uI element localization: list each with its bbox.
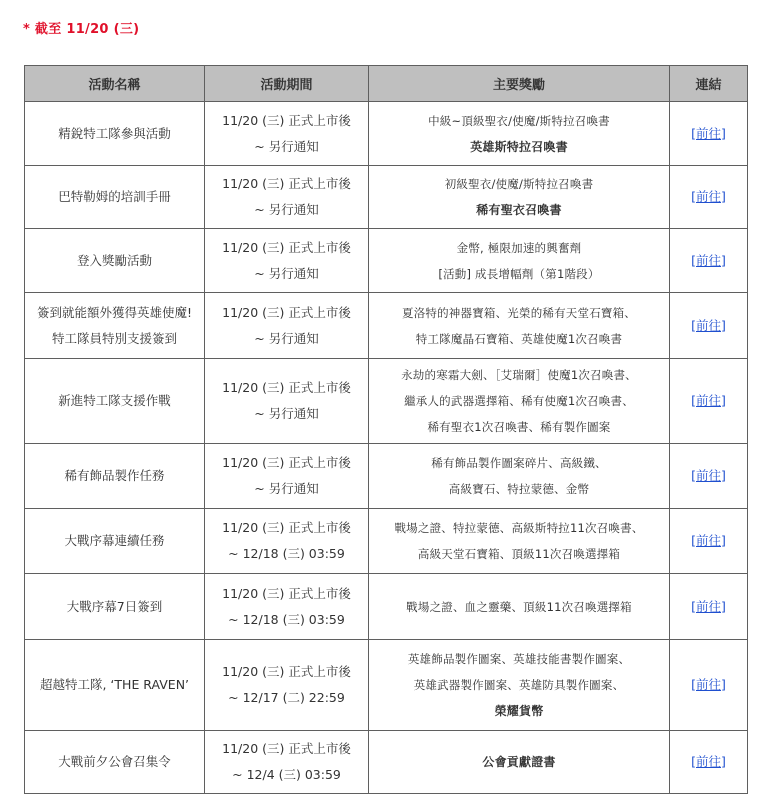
- event-period-cell: [205, 102, 369, 166]
- go-link[interactable]: [前往]: [691, 189, 726, 204]
- featured-reward: 英雄斯特拉召喚書: [470, 139, 568, 154]
- reward-line: 初級聖衣/使魔/斯特拉召喚書: [444, 177, 594, 191]
- event-period: 11/20 (三) 正式上市後: [222, 520, 351, 535]
- event-link-cell: [670, 359, 748, 444]
- event-name: 特工隊員特別支援簽到: [51, 330, 177, 346]
- event-period: 11/20 (三) 正式上市後: [222, 112, 351, 128]
- reward-line: 戰場之證、特拉蒙德、高級斯特拉11次召喚書、: [394, 521, 644, 535]
- reward-line: 中級~頂級聖衣/使魔/斯特拉召喚書: [428, 113, 610, 128]
- event-name-cell: [25, 509, 205, 574]
- event-period: 11/20 (三) 正式上市後: [222, 304, 351, 320]
- event-name-cell: [25, 359, 205, 444]
- go-link[interactable]: [前往]: [691, 393, 726, 408]
- event-period: ~ 12/17 (二) 22:59: [228, 690, 345, 705]
- event-period-cell: [205, 359, 369, 444]
- event-name: 大戰序幕7日簽到: [66, 598, 163, 614]
- event-name-cell: [25, 293, 205, 359]
- event-period: ~ 12/18 (三) 03:59: [228, 546, 345, 561]
- go-link[interactable]: [前往]: [691, 317, 726, 333]
- reward-line: 稀有聖衣1次召喚書、稀有製作圖案: [427, 420, 611, 434]
- go-link[interactable]: [前往]: [691, 754, 726, 769]
- reward-line: 金幣, 極限加速的興奮劑: [456, 240, 582, 255]
- event-period-cell: [205, 229, 369, 293]
- event-name: 新進特工隊支援作戰: [58, 393, 171, 408]
- go-link[interactable]: [前往]: [691, 598, 726, 614]
- event-rewards-cell: [369, 574, 670, 640]
- event-period-cell: [205, 640, 369, 731]
- featured-reward: 稀有聖衣召喚書: [476, 203, 562, 217]
- events-table: [24, 65, 748, 794]
- event-rewards-cell: [369, 444, 670, 509]
- event-period: 11/20 (三) 正式上市後: [222, 176, 351, 191]
- reward-line: 繼承人的武器選擇箱、稀有使魔1次召喚書、: [404, 394, 634, 408]
- reward-line: 高級寶石、特拉蒙德、金幣: [448, 482, 590, 496]
- reward-line: 永劫的寒霜大劍、［艾瑞爾］使魔1次召喚書、: [401, 368, 637, 382]
- event-period-cell: [205, 444, 369, 509]
- event-rewards-cell: [369, 102, 670, 166]
- table-row: [25, 359, 748, 444]
- go-link[interactable]: [前往]: [691, 533, 726, 548]
- reward-line: 英雄飾品製作圖案、英雄技能書製作圖案、: [407, 652, 631, 666]
- reward-line: 稀有飾品製作圖案碎片、高級鐵、: [431, 456, 607, 470]
- event-rewards-cell: [369, 293, 670, 359]
- reward-line: 特工隊魔晶石寶箱、英雄使魔1次召喚書: [415, 331, 623, 346]
- event-link-cell: [670, 293, 748, 359]
- event-link-cell: [670, 444, 748, 509]
- reward-line: 高級天堂石寶箱、頂級11次召喚選擇箱: [417, 547, 621, 561]
- event-link-cell: [670, 102, 748, 166]
- table-row: [25, 509, 748, 574]
- event-name: 巴特勒姆的培訓手冊: [58, 189, 171, 204]
- reward-line: 夏洛特的神器寶箱、光榮的稀有天堂石寶箱、: [402, 305, 636, 320]
- go-link[interactable]: [前往]: [691, 252, 726, 268]
- event-name-cell: [25, 444, 205, 509]
- cutoff-note: * 截至 11/20 (三): [23, 22, 140, 37]
- event-name: 登入獎勵活動: [76, 252, 152, 268]
- table-row: [25, 102, 748, 166]
- event-link-cell: [670, 574, 748, 640]
- featured-reward: 榮耀貨幣: [494, 704, 544, 718]
- event-name: 稀有飾品製作任務: [64, 468, 165, 483]
- event-period-cell: [205, 166, 369, 229]
- event-period: 11/20 (三) 正式上市後: [222, 664, 351, 679]
- table-row: [25, 293, 748, 359]
- event-name-cell: [25, 574, 205, 640]
- event-name-cell: [25, 731, 205, 794]
- event-rewards-cell: [369, 731, 670, 794]
- event-period: ~ 另行通知: [254, 481, 319, 496]
- event-period: 11/20 (三) 正式上市後: [222, 239, 351, 255]
- event-period: ~ 12/4 (三) 03:59: [232, 767, 341, 782]
- event-period-cell: [205, 731, 369, 794]
- event-link-cell: [670, 229, 748, 293]
- table-row: [25, 444, 748, 509]
- event-period: 11/20 (三) 正式上市後: [222, 585, 351, 601]
- event-rewards-cell: [369, 166, 670, 229]
- event-name-cell: [25, 102, 205, 166]
- reward-line: 英雄武器製作圖案、英雄防具製作圖案、: [413, 678, 625, 692]
- table-row: [25, 731, 748, 794]
- event-period: ~ 另行通知: [254, 202, 319, 217]
- event-period: 11/20 (三) 正式上市後: [222, 455, 351, 470]
- event-name: 簽到就能額外獲得英雄使魔!: [36, 304, 192, 320]
- table-row: [25, 574, 748, 640]
- event-period: 11/20 (三) 正式上市後: [222, 741, 351, 756]
- event-link-cell: [670, 640, 748, 731]
- event-period: ~ 另行通知: [254, 138, 319, 154]
- table-row: [25, 166, 748, 229]
- reward-line: [活動] 成長增幅劑（第1階段）: [438, 266, 600, 281]
- events-table-body: [25, 102, 748, 794]
- event-name-cell: [25, 640, 205, 731]
- event-name-cell: [25, 229, 205, 293]
- event-link-cell: [670, 509, 748, 574]
- header-main-rewards: 主要獎勵: [369, 66, 670, 102]
- event-period: ~ 另行通知: [254, 330, 319, 346]
- event-period: ~ 另行通知: [254, 265, 319, 281]
- event-link-cell: [670, 166, 748, 229]
- event-rewards-cell: [369, 359, 670, 444]
- featured-reward: 公會貢獻證書: [482, 755, 556, 769]
- table-header-row: [25, 66, 748, 102]
- event-period-cell: [205, 293, 369, 359]
- header-event-period: 活動期間: [205, 66, 369, 102]
- event-name: 精銳特工隊參與活動: [58, 125, 171, 141]
- event-period: ~ 另行通知: [254, 406, 319, 421]
- table-row: [25, 229, 748, 293]
- event-period: ~ 12/18 (三) 03:59: [228, 611, 345, 627]
- event-rewards-cell: [369, 640, 670, 731]
- event-name: 大戰前夕公會召集令: [58, 754, 171, 769]
- event-period: 11/20 (三) 正式上市後: [222, 380, 351, 395]
- event-name: 大戰序幕連續任務: [64, 533, 165, 548]
- go-link[interactable]: [前往]: [691, 468, 726, 483]
- event-name: 超越特工隊, ‘THE RAVEN’: [39, 677, 190, 692]
- header-link: 連結: [670, 66, 748, 102]
- event-rewards-cell: [369, 509, 670, 574]
- header-event-name: 活動名稱: [25, 66, 205, 102]
- reward-line: 戰場之證、血之靈藥、頂級11次召喚選擇箱: [406, 599, 632, 614]
- event-period-cell: [205, 509, 369, 574]
- event-rewards-cell: [369, 229, 670, 293]
- go-link[interactable]: [前往]: [691, 677, 726, 692]
- event-period-cell: [205, 574, 369, 640]
- go-link[interactable]: [前往]: [691, 125, 726, 141]
- event-link-cell: [670, 731, 748, 794]
- event-name-cell: [25, 166, 205, 229]
- table-row: [25, 640, 748, 731]
